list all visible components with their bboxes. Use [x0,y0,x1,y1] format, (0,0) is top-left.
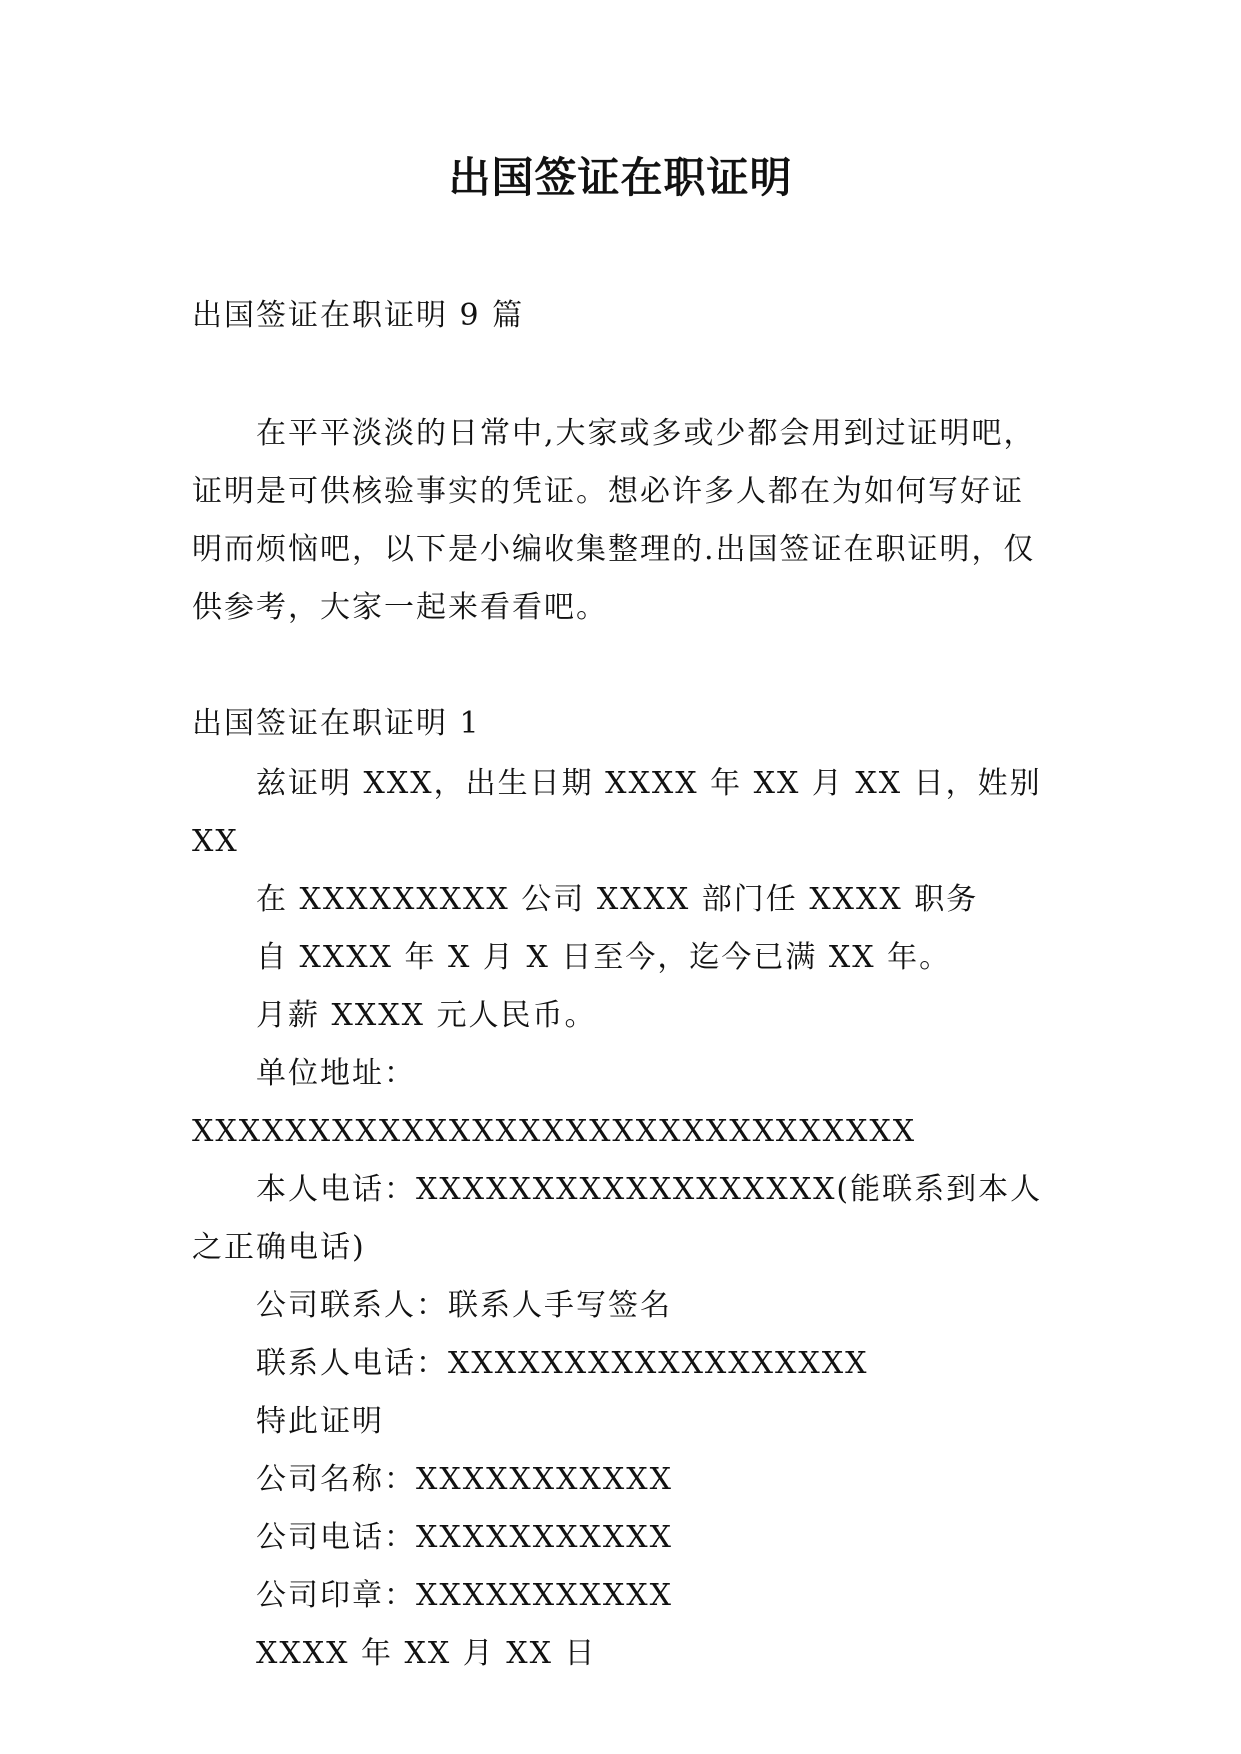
certificate-line-contact: 公司联系人：联系人手写签名 [256,1288,672,1323]
certificate-line-date: XXXX 年 XX 月 XX 日 [256,1636,597,1671]
certificate-line-company-name: 公司名称：XXXXXXXXXXX [256,1462,673,1497]
certificate-line-tenure: 自 XXXX 年 X 月 X 日至今，迄今已满 XX 年。 [256,940,952,975]
document-subtitle: 出国签证在职证明 9 篇 [192,298,525,333]
certificate-line-address: 单位地址：XXXXXXXXXXXXXXXXXXXXXXXXXXXXXXX [192,1056,917,1149]
certificate-line-contact-phone: 联系人电话：XXXXXXXXXXXXXXXXXX [256,1346,869,1381]
certificate-line-phone: 本人电话：XXXXXXXXXXXXXXXXXX(能联系到本人之正确电话) [192,1172,1043,1265]
section-heading-1: 出国签证在职证明 1 [192,706,481,741]
certificate-body [192,755,1052,1683]
certificate-line-identity: 兹证明 XXX，出生日期 XXXX 年 XX 月 XX 日，姓别 XX [192,766,1042,859]
certificate-line-closing: 特此证明 [256,1404,384,1439]
intro-paragraph: 在平平淡淡的日常中,大家或多或少都会用到过证明吧，证明是可供核验事实的凭证。想必许多人都在为如何写好证明而烦恼吧，以下是小编收集整理的.出国签证在职证明，仅供参考，大家一起来看看吧。 [192,416,1036,625]
certificate-line-position: 在 XXXXXXXXX 公司 XXXX 部门任 XXXX 职务 [256,882,979,917]
certificate-line-salary: 月薪 XXXX 元人民币。 [256,998,597,1033]
certificate-line-company-phone: 公司电话：XXXXXXXXXXX [256,1520,673,1555]
document-title: 出国签证在职证明 [448,153,793,202]
certificate-line-company-seal: 公司印章：XXXXXXXXXXX [256,1578,673,1613]
